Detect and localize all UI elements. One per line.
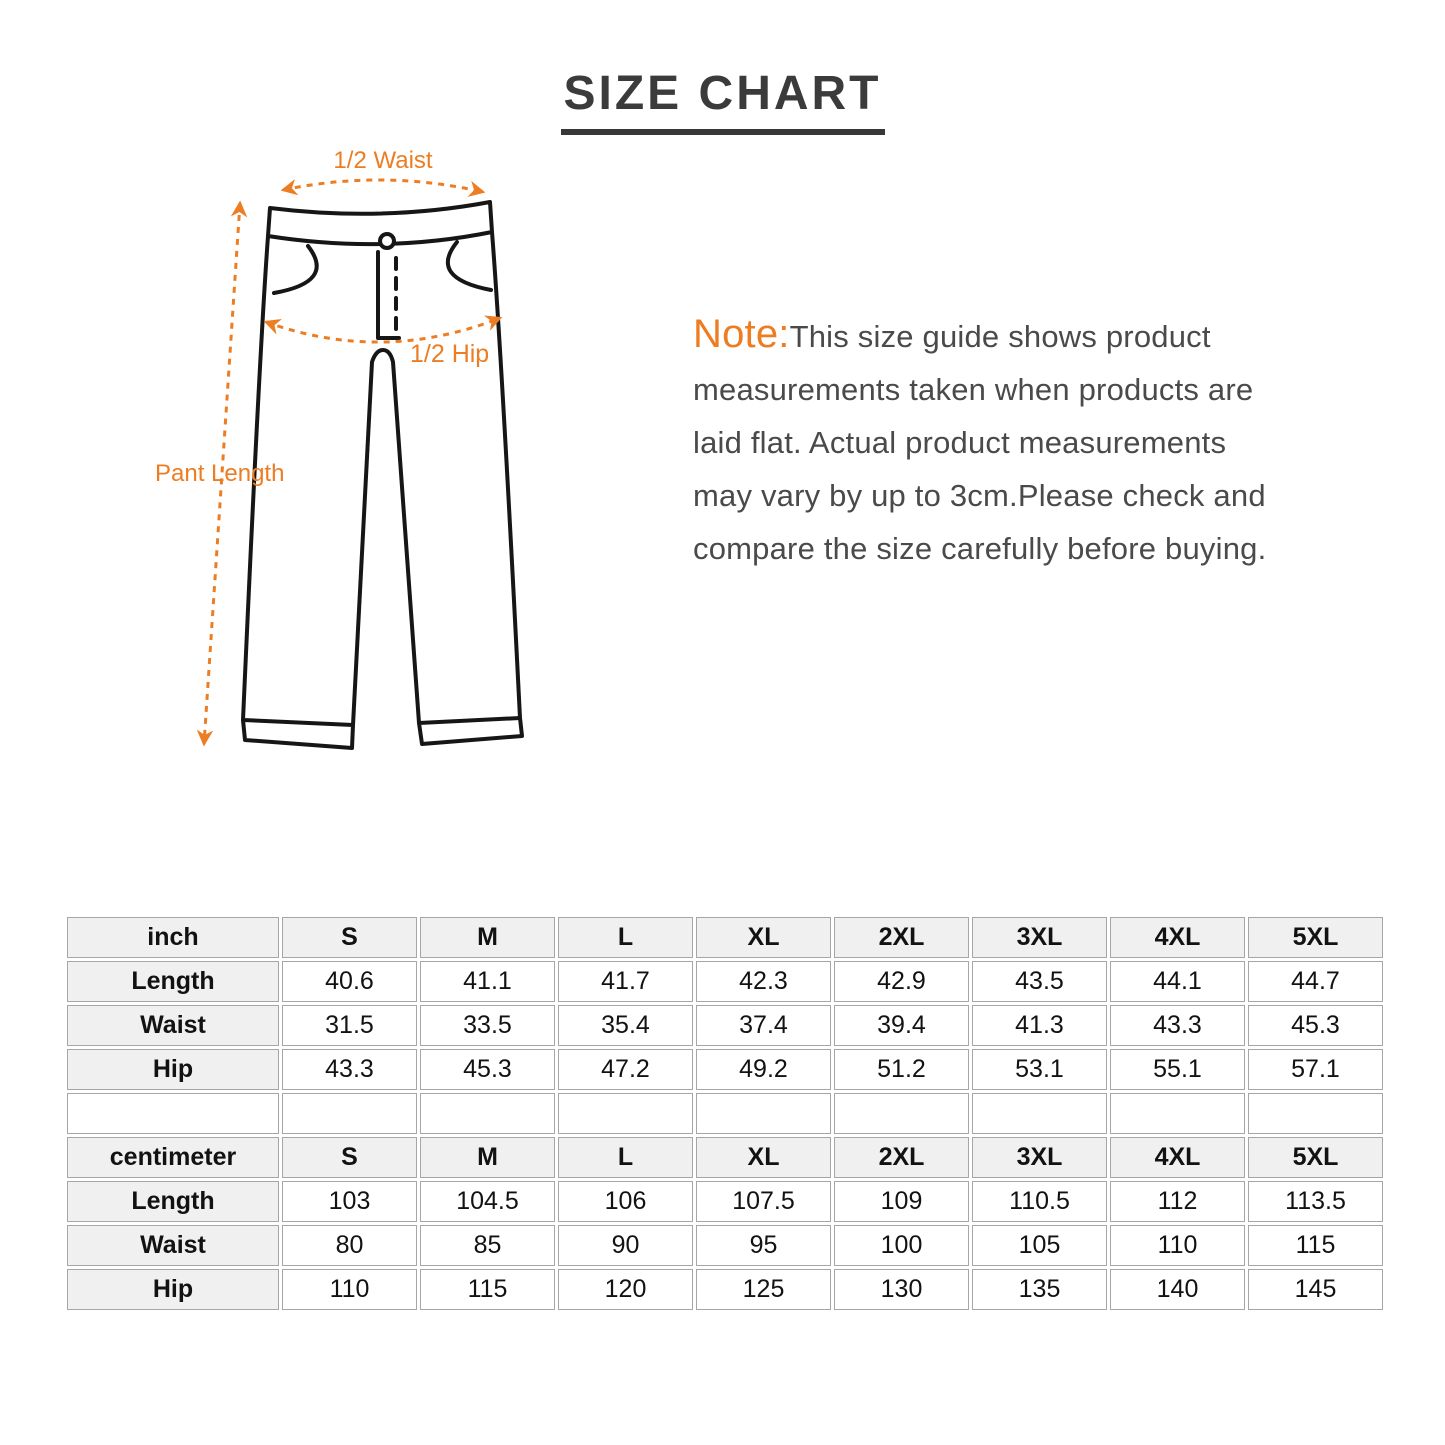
size-table-header-row — [67, 1137, 1383, 1178]
measure-value-cell: 44.1 — [1110, 961, 1245, 1002]
measure-value-cell: 35.4 — [558, 1005, 693, 1046]
measure-label-cell: Hip — [67, 1269, 279, 1310]
size-header-cell: 4XL — [1110, 917, 1245, 958]
spacer-cell — [972, 1093, 1107, 1134]
size-table-data-row — [67, 961, 1383, 1002]
measure-value-cell: 47.2 — [558, 1049, 693, 1090]
size-header-cell: M — [420, 917, 555, 958]
measure-value-cell: 41.1 — [420, 961, 555, 1002]
measure-label-cell: Waist — [67, 1225, 279, 1266]
measure-value-cell: 80 — [282, 1225, 417, 1266]
measure-value-cell: 43.5 — [972, 961, 1107, 1002]
measure-value-cell: 104.5 — [420, 1181, 555, 1222]
note-label: Note: — [693, 312, 790, 356]
measure-label-cell: Length — [67, 961, 279, 1002]
measure-value-cell: 106 — [558, 1181, 693, 1222]
measure-value-cell: 113.5 — [1248, 1181, 1383, 1222]
size-header-cell: XL — [696, 917, 831, 958]
size-header-cell: 5XL — [1248, 1137, 1383, 1178]
measure-value-cell: 110 — [282, 1269, 417, 1310]
size-header-cell: 4XL — [1110, 1137, 1245, 1178]
size-table-data-row — [67, 1049, 1383, 1090]
spacer-cell — [1248, 1093, 1383, 1134]
size-table-spacer-row — [67, 1093, 1383, 1134]
half-waist-arrow — [283, 180, 483, 192]
size-header-cell: XL — [696, 1137, 831, 1178]
spacer-cell — [558, 1093, 693, 1134]
measure-value-cell: 135 — [972, 1269, 1107, 1310]
spacer-cell — [420, 1093, 555, 1134]
measure-value-cell: 42.3 — [696, 961, 831, 1002]
spacer-cell — [67, 1093, 279, 1134]
measure-value-cell: 51.2 — [834, 1049, 969, 1090]
measure-value-cell: 120 — [558, 1269, 693, 1310]
measure-value-cell: 130 — [834, 1269, 969, 1310]
size-header-cell: S — [282, 1137, 417, 1178]
title-wrap — [0, 66, 1445, 135]
measure-value-cell: 45.3 — [420, 1049, 555, 1090]
measure-value-cell: 57.1 — [1248, 1049, 1383, 1090]
note-line: may vary by up to 3cm.Please check and — [693, 478, 1266, 513]
unit-header-cell: inch — [67, 917, 279, 958]
size-table-body — [67, 917, 1383, 1310]
measure-value-cell: 49.2 — [696, 1049, 831, 1090]
measure-value-cell: 140 — [1110, 1269, 1245, 1310]
measure-value-cell: 115 — [1248, 1225, 1383, 1266]
size-header-cell: 2XL — [834, 917, 969, 958]
measure-value-cell: 44.7 — [1248, 961, 1383, 1002]
note-line: compare the size carefully before buying. — [693, 531, 1267, 566]
pants-measurement-diagram — [140, 130, 570, 770]
measure-value-cell: 103 — [282, 1181, 417, 1222]
measure-value-cell: 40.6 — [282, 961, 417, 1002]
measure-value-cell: 112 — [1110, 1181, 1245, 1222]
size-header-cell: S — [282, 917, 417, 958]
measure-value-cell: 145 — [1248, 1269, 1383, 1310]
measure-value-cell: 110.5 — [972, 1181, 1107, 1222]
measure-value-cell: 90 — [558, 1225, 693, 1266]
spacer-cell — [834, 1093, 969, 1134]
measure-value-cell: 107.5 — [696, 1181, 831, 1222]
spacer-cell — [1110, 1093, 1245, 1134]
size-table-data-row — [67, 1269, 1383, 1310]
measure-label-cell: Waist — [67, 1005, 279, 1046]
note-line: Note:This size guide shows product — [693, 312, 1211, 356]
measure-value-cell: 39.4 — [834, 1005, 969, 1046]
measure-value-cell: 53.1 — [972, 1049, 1107, 1090]
measure-value-cell: 41.3 — [972, 1005, 1107, 1046]
half-waist-label: 1/2 Waist — [333, 147, 433, 174]
measure-value-cell: 95 — [696, 1225, 831, 1266]
measure-value-cell: 55.1 — [1110, 1049, 1245, 1090]
spacer-cell — [696, 1093, 831, 1134]
measure-value-cell: 85 — [420, 1225, 555, 1266]
measure-value-cell: 115 — [420, 1269, 555, 1310]
size-header-cell: L — [558, 1137, 693, 1178]
measure-value-cell: 43.3 — [282, 1049, 417, 1090]
measure-value-cell: 42.9 — [834, 961, 969, 1002]
size-header-cell: M — [420, 1137, 555, 1178]
measure-value-cell: 109 — [834, 1181, 969, 1222]
size-table-data-row — [67, 1225, 1383, 1266]
measure-value-cell: 31.5 — [282, 1005, 417, 1046]
measure-value-cell: 33.5 — [420, 1005, 555, 1046]
measure-label-cell: Hip — [67, 1049, 279, 1090]
spacer-cell — [282, 1093, 417, 1134]
size-table-data-row — [67, 1181, 1383, 1222]
unit-header-cell: centimeter — [67, 1137, 279, 1178]
size-header-cell: L — [558, 917, 693, 958]
measure-value-cell: 43.3 — [1110, 1005, 1245, 1046]
half-hip-label: 1/2 Hip — [410, 340, 490, 368]
size-table-header-row — [67, 917, 1383, 958]
size-header-cell: 2XL — [834, 1137, 969, 1178]
measure-value-cell: 45.3 — [1248, 1005, 1383, 1046]
note-line: laid flat. Actual product measurements — [693, 425, 1227, 460]
size-header-cell: 3XL — [972, 1137, 1107, 1178]
pant-length-label: Pant Length — [155, 460, 285, 487]
measure-value-cell: 100 — [834, 1225, 969, 1266]
measure-value-cell: 41.7 — [558, 961, 693, 1002]
size-header-cell: 5XL — [1248, 917, 1383, 958]
measure-value-cell: 110 — [1110, 1225, 1245, 1266]
measure-value-cell: 125 — [696, 1269, 831, 1310]
size-header-cell: 3XL — [972, 917, 1107, 958]
measure-label-cell: Length — [67, 1181, 279, 1222]
note-block — [693, 308, 1353, 575]
page-title: SIZE CHART — [561, 66, 885, 135]
size-table-data-row — [67, 1005, 1383, 1046]
pants-outline — [243, 202, 522, 748]
measure-value-cell: 37.4 — [696, 1005, 831, 1046]
size-table — [64, 914, 1386, 1313]
note-line: measurements taken when products are — [693, 372, 1254, 407]
measure-value-cell: 105 — [972, 1225, 1107, 1266]
